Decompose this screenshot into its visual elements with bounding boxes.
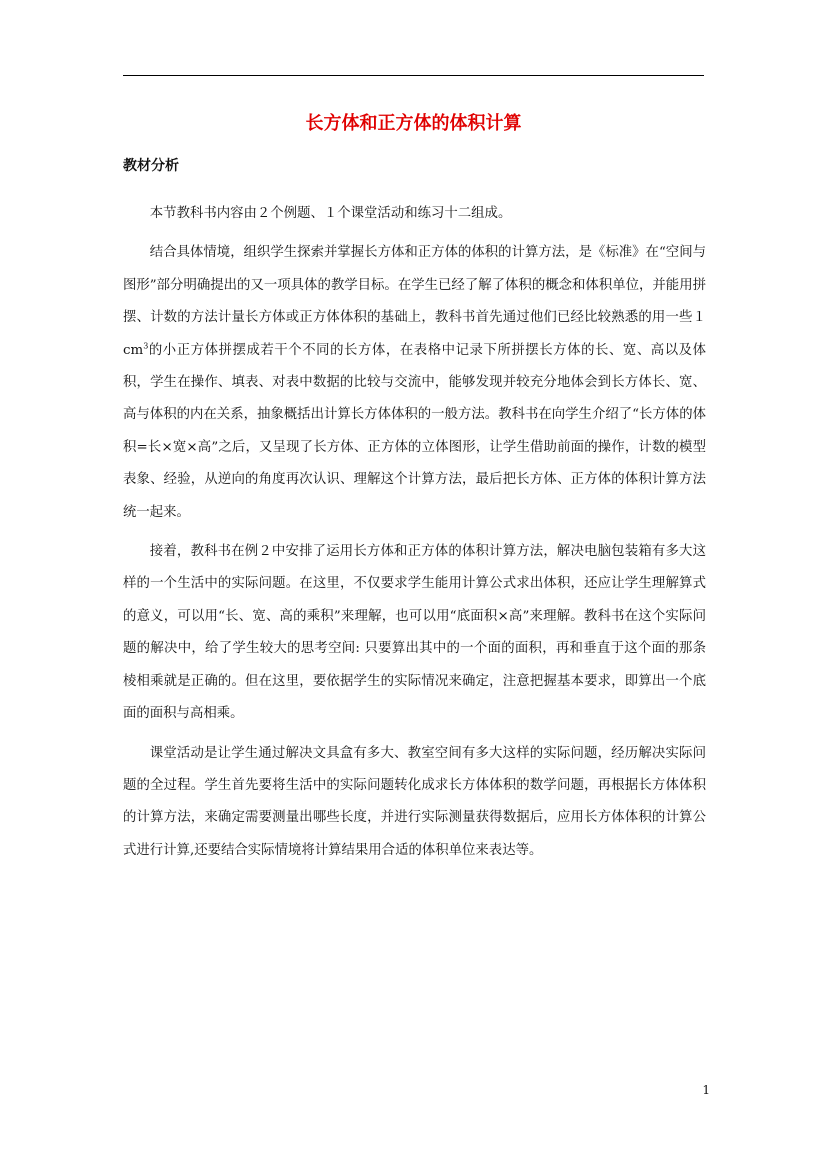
header-rule: [123, 75, 704, 76]
page-title: 长方体和正方体的体积计算: [305, 113, 522, 134]
paragraph-text: 结合具体情境，组织学生探索并掌握长方体和正方体的体积的计算方法，是《标准》在“空间与图形”部分明确提出的又一项具体的教学目标。在学生已经了解了体积的概念和体积单位，并能用拼摆、计数的方法计量长方体或正方体体积的基础上，教科书首先通过他们已经比较熟悉的用一些１ cm: [123, 245, 706, 358]
section-heading: 教材分析: [123, 158, 179, 174]
paragraph: 接着，教科书在例２中安排了运用长方体和正方体的体积计算方法，解决电脑包装箱有多大这样的一个生活中的实际问题。在这里，不仅要求学生能用计算公式求出体积，还应让学生理解算式的意义，可以用“长、宽、高的乘积”来理解，也可以用“底面积×高”来理解。教科书在这个实际问题的解决中，给了学生较大的思考空间: 只要算出其中的一个面的面积，再和垂直于这个面的那条棱相乘就是正确的。但在这里，要依据学生的实际情况来确定，注意把握基本要求，即算出一个底面的面积与高相乘。: [123, 544, 706, 722]
document-body: [123, 198, 706, 874]
paragraph: 课堂活动是让学生通过解决文具盒有多大、教室空间有多大这样的实际问题，经历解决实际问题的全过程。学生首先要将生活中的实际问题转化成求长方体体积的数学问题，再根据长方体体积的计算方法，来确定需要测量出哪些长度，并进行实际测量获得数据后，应用长方体体积的计算公式进行计算,还要结合实际情境将计算结果用合适的体积单位来表达等。: [123, 745, 706, 858]
paragraph: 本节教科书内容由２个例题、１个课堂活动和练习十二组成。: [149, 206, 512, 221]
paragraph: [123, 237, 706, 529]
superscript: 3: [143, 341, 149, 351]
paragraph-text: 的小正方体拼摆成若干个不同的长方体，在表格中记录下所拼摆长方体的长、宽、高以及体积，学生在操作、填表、对表中数据的比较与交流中，能够发现并较充分地体会到长方体长、宽、高与体积的内在关系，抽象概括出计算长方体体积的一般方法。教科书在向学生介绍了“长方体的体积=长×宽×高”之后，又呈现了长方体、正方体的立体图形，让学生借助前面的操作，计数的模型表象、经验，从逆向的角度再次认识、理解这个计算方法，最后把长方体、正方体的体积计算方法统一起来。: [123, 342, 706, 520]
page-number: 1: [702, 1083, 710, 1097]
